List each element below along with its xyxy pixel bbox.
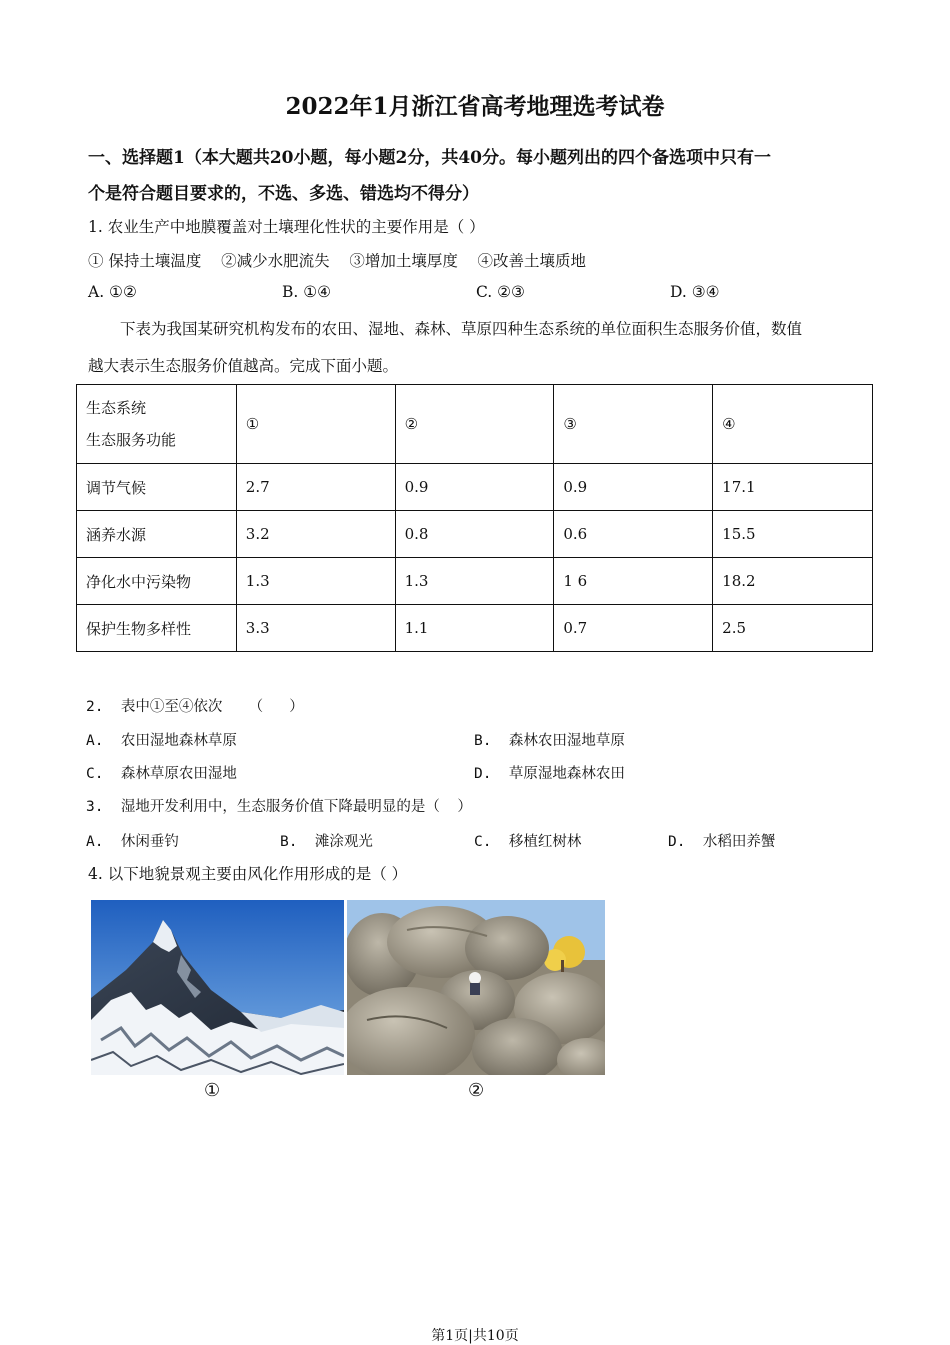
- table-row: [77, 605, 873, 652]
- column-header-3: ③: [554, 385, 713, 464]
- table-cell: 1.3: [236, 558, 395, 605]
- table-row: [77, 558, 873, 605]
- section-heading-line1: 一、选择题1（本大题共20小题，每小题2分，共40分。每小题列出的四个备选项中只有一: [88, 148, 771, 168]
- intro-line1: 下表为我国某研究机构发布的农田、湿地、森林、草原四种生态系统的单位面积生态服务价值，数值: [120, 320, 803, 338]
- q1-option-c[interactable]: C. ②③: [476, 283, 525, 301]
- q1-items: ① 保持土壤温度 ②减少水肥流失 ③增加土壤厚度 ④改善土壤质地: [88, 252, 587, 270]
- table-cell: 0.7: [554, 605, 713, 652]
- table-cell: 0.6: [554, 511, 713, 558]
- q2-stem: 2. 表中①至④依次 （ ）: [86, 699, 304, 715]
- table-cell: 1.3: [395, 558, 554, 605]
- header-ecosystem-label: 生态系统: [86, 399, 147, 417]
- q2-option-d[interactable]: D. 草原湿地森林农田: [474, 766, 625, 782]
- table-cell: 2.5: [713, 605, 873, 652]
- table-cell: 0.8: [395, 511, 554, 558]
- intro-line2: 越大表示生态服务价值越高。完成下面小题。: [88, 357, 399, 375]
- table-cell: 2.7: [236, 464, 395, 511]
- q2-option-b[interactable]: B. 森林农田湿地草原: [474, 733, 625, 749]
- q3-option-d[interactable]: D. 水稻田养蟹: [668, 834, 776, 850]
- row-label: 调节气候: [77, 464, 237, 511]
- q3-option-b[interactable]: B. 滩涂观光: [280, 834, 373, 850]
- table-corner-header: [77, 385, 237, 464]
- table-cell: 0.9: [395, 464, 554, 511]
- table-cell: 3.2: [236, 511, 395, 558]
- table-row: [77, 464, 873, 511]
- image-caption-2: ②: [468, 1080, 485, 1101]
- table-cell: 15.5: [713, 511, 873, 558]
- ecosystem-table: [76, 384, 873, 652]
- mountain-peak-image: [91, 900, 344, 1075]
- q1-stem: 1. 农业生产中地膜覆盖对土壤理化性状的主要作用是（ ）: [88, 218, 485, 236]
- page-title: 2022年1月浙江省高考地理选考试卷: [285, 93, 665, 120]
- q3-stem: 3. 湿地开发利用中，生态服务价值下降最明显的是（ ）: [86, 799, 472, 815]
- section-heading-line2: 个是符合题目要求的，不选、多选、错选均不得分）: [88, 184, 479, 204]
- table-cell: 18.2: [713, 558, 873, 605]
- row-label: 涵养水源: [77, 511, 237, 558]
- q4-stem: 4. 以下地貌景观主要由风化作用形成的是（ ）: [88, 865, 408, 883]
- table-cell: 1.1: [395, 605, 554, 652]
- column-header-2: ②: [395, 385, 554, 464]
- q1-option-d[interactable]: D. ③④: [670, 283, 720, 301]
- q1-option-a[interactable]: A. ①②: [88, 283, 137, 301]
- row-label: 保护生物多样性: [77, 605, 237, 652]
- image-caption-1: ①: [204, 1080, 221, 1101]
- header-function-label: 生态服务功能: [86, 431, 177, 449]
- boulders-image: [347, 900, 605, 1075]
- table-header-row: [77, 385, 873, 464]
- q2-option-c[interactable]: C. 森林草原农田湿地: [86, 766, 237, 782]
- page-footer: 第1页|共10页: [431, 1328, 519, 1344]
- table-cell: 17.1: [713, 464, 873, 511]
- column-header-1: ①: [236, 385, 395, 464]
- table-cell: 1 6: [554, 558, 713, 605]
- q3-option-c[interactable]: C. 移植红树林: [474, 834, 582, 850]
- table-cell: 0.9: [554, 464, 713, 511]
- column-header-4: ④: [713, 385, 873, 464]
- q3-option-a[interactable]: A. 休闲垂钓: [86, 834, 179, 850]
- q2-option-a[interactable]: A. 农田湿地森林草原: [86, 733, 237, 749]
- q1-option-b[interactable]: B. ①④: [282, 283, 332, 301]
- table-cell: 3.3: [236, 605, 395, 652]
- table-row: [77, 511, 873, 558]
- row-label: 净化水中污染物: [77, 558, 237, 605]
